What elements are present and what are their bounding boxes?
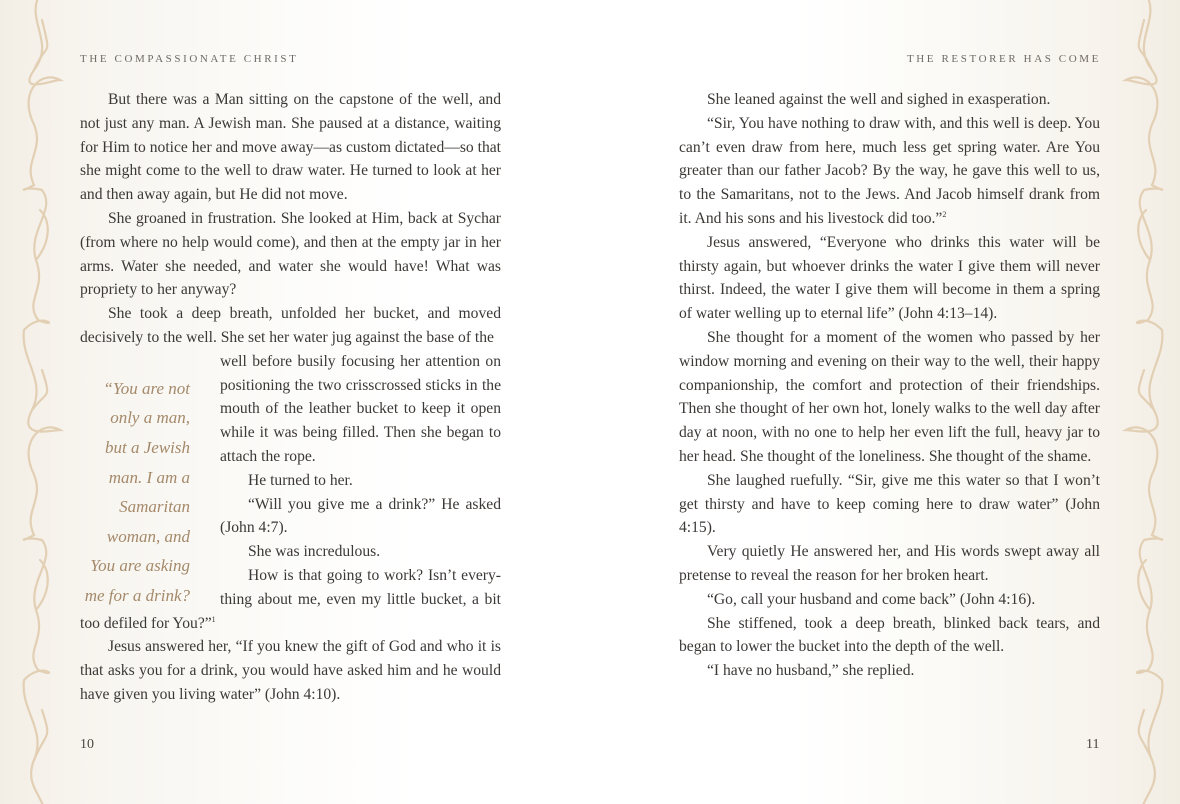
right-page-body — [679, 88, 1100, 683]
running-head-left: THE COMPASSIONATE CHRIST — [80, 53, 299, 65]
page-number-left: 10 — [80, 737, 94, 752]
flourish-border-left-icon — [12, 0, 68, 804]
footnote-ref[interactable]: 1 — [211, 614, 216, 624]
footnote-ref[interactable]: 2 — [942, 209, 947, 219]
pull-quote-line: only a man, — [110, 408, 190, 428]
pull-quote — [80, 374, 190, 611]
paragraph-text: “Sir, You have nothing to draw with, and this well is deep. You can’t even draw from here, much less get spring water. Are You greater than our father Jacob? By the way, he gave this well to us, to the Samaritans, not to the Jews. And Jacob himself drank from it. And his sons and his livestock did too.” — [679, 114, 1100, 227]
paragraph: Jesus answered, “Everyone who drinks this water will be thirsty again, but whoever drinks the water I give them will never thirst. Indeed, the water I give them will become in them a spring of water welling up to eternal life” (John 4:13–14). — [679, 233, 1100, 323]
paragraph: She leaned against the well and sighed in exasperation. — [707, 91, 1051, 108]
pull-quote-line: but a Jewish — [105, 437, 190, 457]
pull-quote-line: woman, and — [106, 526, 190, 546]
paragraph: She laughed ruefully. “Sir, give me this water so that I won’t get thirsty and have to keep coming here to draw water” (John 4:15). — [679, 471, 1100, 537]
paragraph: She took a deep breath, unfolded her bucket, and moved decisively to the well. She set her water jug against the base of the — [80, 305, 501, 346]
page-number-right: 11 — [1086, 737, 1100, 752]
paragraph: Very quietly He answered her, and His words swept away all pretense to reveal the reason for her broken heart. — [679, 543, 1100, 584]
paragraph — [679, 112, 1100, 231]
running-head-right: THE RESTORER HAS COME — [906, 53, 1101, 65]
paragraph: “Go, call your husband and come back” (John 4:16). — [707, 590, 1036, 608]
pull-quote-line: You are asking — [90, 556, 190, 576]
paragraph: She groaned in frustration. She looked at Him, back at Sychar (from where no help would come), and then at the empty jar in her arms. Water she needed, and water she would have! What was propriety to her anyway? — [80, 209, 501, 299]
paragraph: He turned to her. — [248, 471, 353, 489]
paragraph: Jesus answered her, “If you knew the gift of God and who it is that asks you for a drink, you would have asked him and he would have given you living water” (John 4:10). — [80, 638, 501, 703]
pull-quote-line: man. I am a — [108, 467, 190, 487]
paragraph: well before busily focusing her attention on positioning the two crisscrossed sticks in the mouth of the leather bucket to keep it open while it was being filled. Then she began to attach the rope. — [220, 352, 501, 465]
paragraph-text: How is that going to work? Isn’t everything about me, even my little bucket, a bit too defiled for You?” — [80, 566, 501, 632]
paragraph: “I have no husband,” she replied. — [707, 662, 915, 680]
left-page-body — [80, 88, 501, 707]
pull-quote-line: me for a drink? — [84, 585, 190, 605]
paragraph: She thought for a moment of the women who passed by her window morning and evening on their way to the well, their happy companionship, the comfort and protection of their friendships. Then she thought of her own hot, lonely walks to the well day after day at noon, with no one to help her even lift the full, heavy jar to her head. She thought of the loneliness. She thought of the shame. — [679, 328, 1100, 465]
paragraph: She was incredulous. — [248, 543, 381, 561]
paragraph: She stiffened, took a deep breath, blinked back tears, and began to lower the bucket into the depth of the well. — [679, 614, 1100, 656]
flourish-border-right-icon — [1118, 0, 1174, 804]
pull-quote-line: Samaritan — [119, 497, 190, 517]
paragraph: But there was a Man sitting on the capstone of the well, and not just any man. A Jewish man. She paused at a distance, waiting for Him to notice her and move away—as custom dictated—so that she might come to the well to draw water. He turned to look at her and then away again, but He did not move. — [80, 91, 501, 204]
pull-quote-line: “You are not — [103, 378, 190, 398]
paragraph: “Will you give me a drink?” He asked (John 4:7). — [220, 495, 501, 537]
